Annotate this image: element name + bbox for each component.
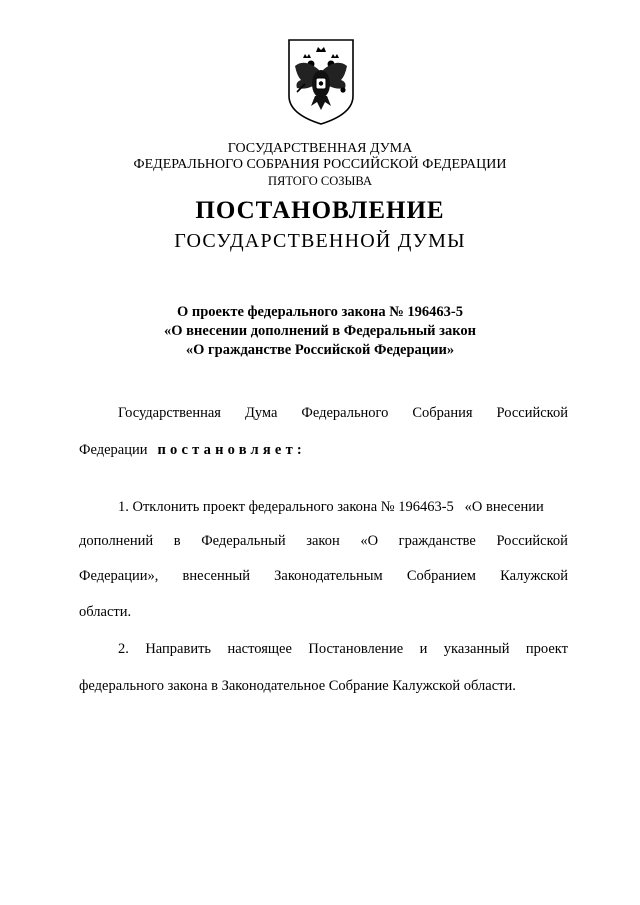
word: в [173, 533, 181, 549]
document-type-title: ПОСТАНОВЛЕНИЕ [195, 197, 445, 224]
word: внесенный [182, 568, 250, 584]
word: Государственная [118, 405, 221, 421]
subject-line-2: «О внесении дополнений в Федеральный закон [164, 323, 476, 339]
item1-line-3 [79, 567, 568, 585]
intro-line-1 [118, 404, 568, 422]
word: и [419, 641, 428, 657]
coat-of-arms-icon [283, 36, 359, 128]
word: Законодательным [274, 568, 383, 584]
org-line-1: ГОСУДАРСТВЕННАЯ ДУМА [227, 141, 413, 156]
resolution-verb: постановляет: [157, 442, 306, 458]
item1-line-2 [79, 532, 568, 550]
word: Дума [244, 405, 278, 421]
word: Федерации», [79, 568, 159, 584]
word: Федеральный [201, 533, 286, 549]
word: настоящее [227, 641, 292, 657]
word: Российской [496, 533, 568, 549]
word: указанный [443, 641, 510, 657]
word: 2. [118, 641, 129, 657]
subject-line-1: О проекте федерального закона № 196463-5 [176, 304, 464, 320]
subject-line-3: «О гражданстве Российской Федерации» [185, 342, 455, 358]
intro-line-2 [79, 441, 568, 459]
word: проект [525, 641, 568, 657]
word: «О [360, 533, 379, 549]
word: Направить [145, 641, 212, 657]
document-subtitle: ГОСУДАРСТВЕННОЙ ДУМЫ [174, 230, 466, 252]
word: Собрания [412, 405, 473, 421]
word: дополнений [79, 533, 154, 549]
convocation: ПЯТОГО СОЗЫВА [267, 174, 373, 188]
word: Российской [496, 405, 568, 421]
item1-line-4: области. [79, 604, 132, 620]
item2-line-2: федерального закона в Законодательное Собрание Калужской области. [79, 678, 516, 694]
item1-line-1: 1. Отклонить проект федерального закона № 196463-5 «О внесении [118, 499, 544, 515]
word: Федерации [79, 442, 148, 458]
word: Постановление [308, 641, 404, 657]
word: Собранием [406, 568, 476, 584]
word: Федерального [301, 405, 389, 421]
word: Калужской [500, 568, 568, 584]
word: гражданстве [398, 533, 476, 549]
word: закон [306, 533, 340, 549]
org-line-2: ФЕДЕРАЛЬНОГО СОБРАНИЯ РОССИЙСКОЙ ФЕДЕРАЦИИ [133, 157, 507, 172]
item2-line-1 [118, 640, 568, 658]
